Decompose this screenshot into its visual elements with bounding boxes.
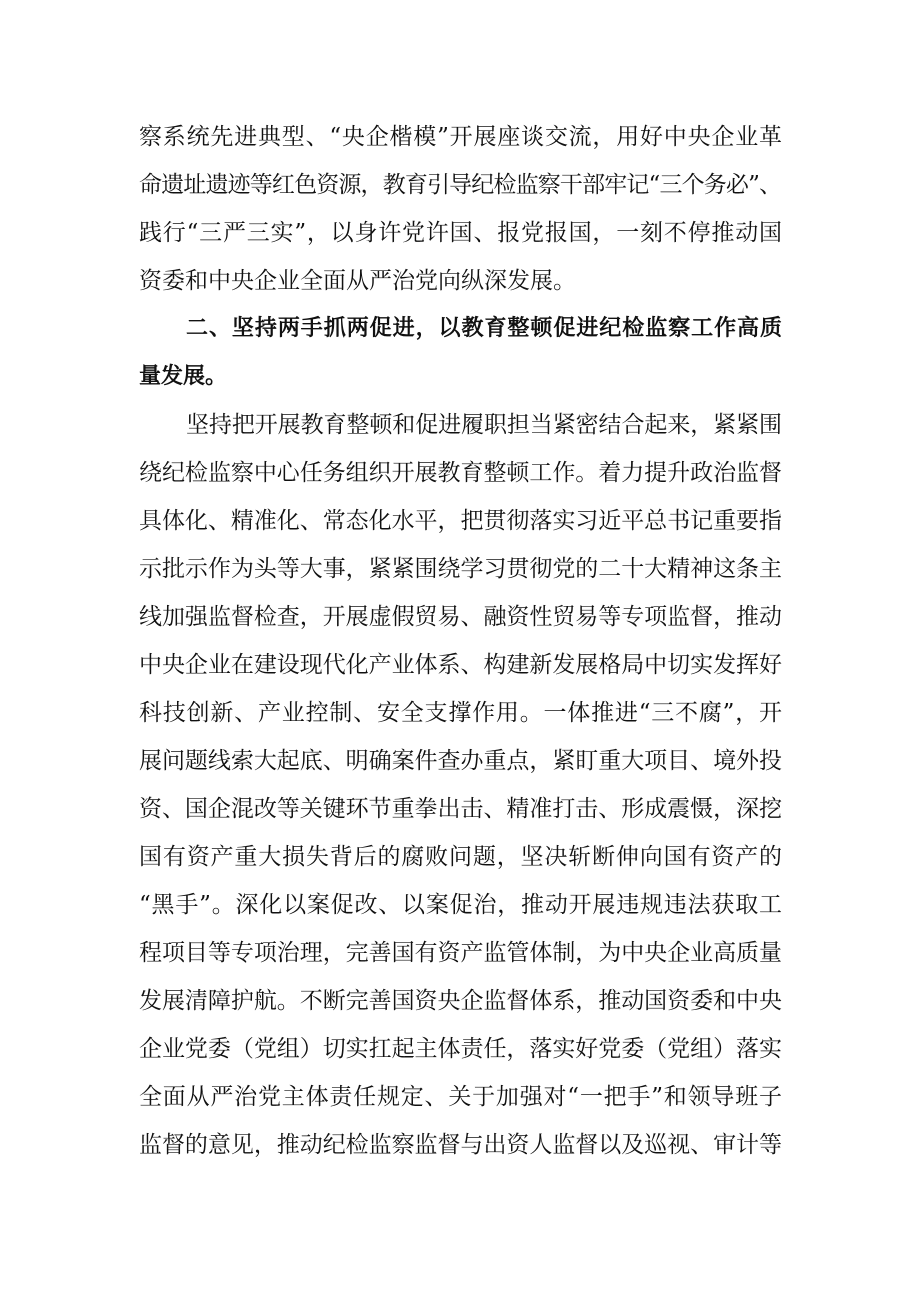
line-text: 科技创新、产业控制、安全支撑作用。一体推进“三不腐”，开	[139, 700, 783, 726]
line-text: 命遗址遗迹等红色资源，教育引导纪检监察干部牢记“三个务必”、	[139, 172, 782, 198]
paragraph-line	[0, 698, 920, 728]
paragraph-line	[0, 122, 920, 152]
paragraph-line	[0, 986, 920, 1016]
line-text: 资、国企混改等关键环节重拳出击、精准打击、形成震慑，深挖	[139, 796, 782, 822]
paragraph-line	[0, 1130, 920, 1160]
section-heading	[0, 314, 920, 344]
line-text: 线加强监督检查，开展虚假贸易、融资性贸易等专项监督，推动	[139, 604, 782, 630]
paragraph-line	[0, 170, 920, 200]
line-text: 企业党委（党组）切实扛起主体责任，落实好党委（党组）落实	[139, 1036, 782, 1062]
paragraph-line	[0, 1082, 920, 1112]
paragraph-line	[0, 746, 920, 776]
heading-text: 量发展。	[139, 364, 228, 389]
paragraph-line	[0, 218, 920, 248]
line-text: 践行“三严三实”，以身许党许国、报党报国，一刻不停推动国	[139, 220, 783, 246]
line-text: 察系统先进典型、“央企楷模”开展座谈交流，用好中央企业革	[139, 124, 783, 150]
paragraph-line	[0, 842, 920, 872]
line-text: 全面从严治党主体责任规定、关于加强对“一把手”和领导班子	[139, 1084, 783, 1110]
paragraph-line	[0, 890, 920, 920]
paragraph-line	[0, 602, 920, 632]
line-text: 中央企业在建设现代化产业体系、构建新发展格局中切实发挥好	[139, 652, 782, 678]
paragraph-line	[0, 938, 920, 968]
line-text: 程项目等专项治理，完善国有资产监管体制，为中央企业高质量	[139, 940, 782, 966]
paragraph-line	[0, 506, 920, 536]
paragraph-line	[0, 794, 920, 824]
paragraph-line	[0, 1034, 920, 1064]
line-text: 绕纪检监察中心任务组织开展教育整顿工作。着力提升政治监督	[139, 460, 782, 486]
line-text: 坚持把开展教育整顿和促进履职担当紧密结合起来，紧紧围	[186, 412, 782, 438]
line-text: 展问题线索大起底、明确案件查办重点，紧盯重大项目、境外投	[139, 748, 782, 774]
paragraph-line	[0, 266, 920, 296]
line-text: 资委和中央企业全面从严治党向纵深发展。	[139, 268, 576, 294]
heading-text: 二、坚持两手抓两促进，以教育整顿促进纪检监察工作高质	[186, 316, 783, 341]
line-text: 国有资产重大损失背后的腐败问题，坚决斩断伸向国有资产的	[139, 844, 783, 870]
line-text: 具体化、精准化、常态化水平，把贯彻落实习近平总书记重要指	[139, 508, 782, 534]
line-text: 监督的意见，推动纪检监察监督与出资人监督以及巡视、审计等	[139, 1132, 782, 1158]
paragraph-line	[0, 554, 920, 584]
line-text: 发展清障护航。不断完善国资央企监督体系，推动国资委和中央	[139, 988, 782, 1014]
paragraph-line	[0, 650, 920, 680]
paragraph-line	[0, 458, 920, 488]
paragraph-line	[0, 410, 920, 440]
line-text: 示批示作为头等大事，紧紧围绕学习贯彻党的二十大精神这条主	[139, 556, 782, 582]
section-heading	[0, 362, 920, 392]
line-text: “黑手”。深化以案促改、以案促治，推动开展违规违法获取工	[139, 892, 783, 918]
